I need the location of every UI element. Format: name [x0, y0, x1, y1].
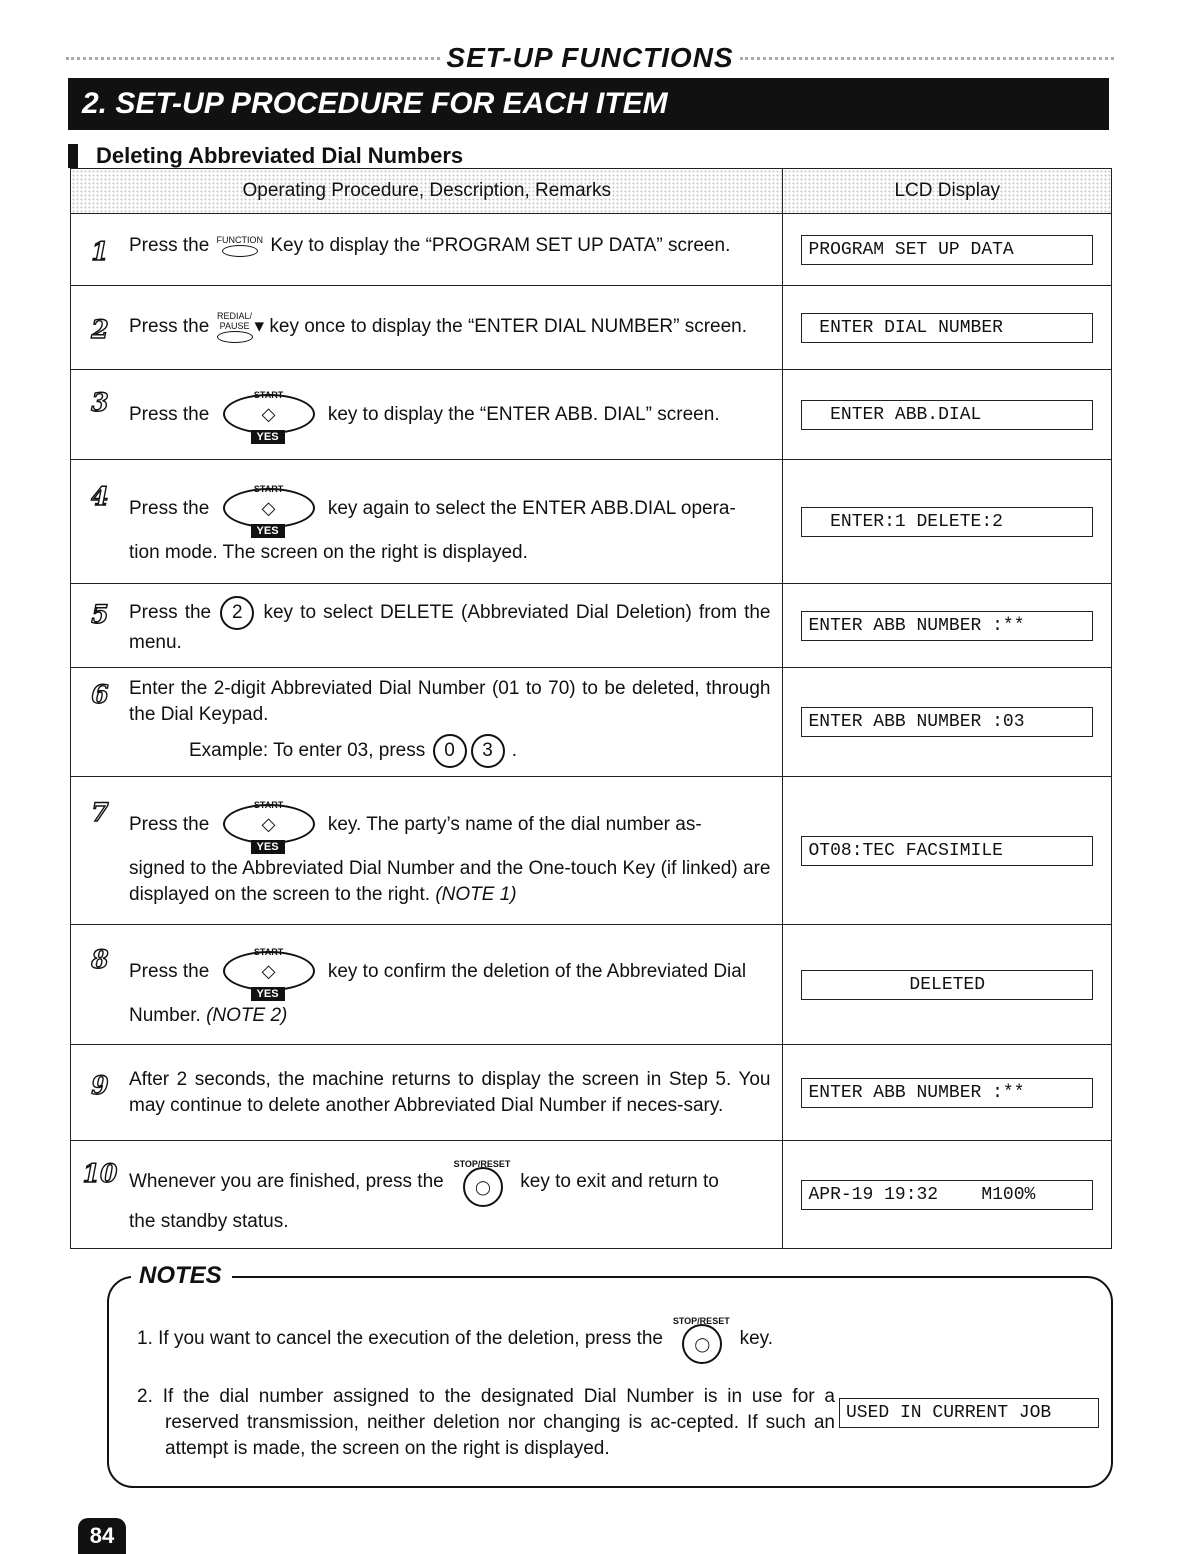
lcd-display: USED IN CURRENT JOB — [839, 1398, 1099, 1428]
step-description — [71, 370, 783, 460]
step-text: Press the — [129, 235, 210, 256]
step-text: Press the — [129, 497, 210, 519]
table-row — [71, 214, 1112, 286]
key-label: FUNCTION — [216, 234, 264, 245]
start-key-icon: START ◇ YES — [221, 384, 317, 446]
step-text: key again to select the ENTER ABB.DIAL opera- — [327, 497, 736, 519]
stop-reset-key-icon: STOP/RESET ◯ — [457, 1155, 507, 1209]
lcd-display: ENTER ABB NUMBER :** — [801, 611, 1093, 641]
table-row — [71, 370, 1112, 460]
step-description: 2 Press the REDIAL/ PAUSE ▾ key once to display the “ENTER DIAL NUMBER” screen. — [71, 286, 783, 370]
step-text: key. The party’s name of the dial number as- — [327, 813, 702, 835]
table-row — [71, 1141, 1112, 1249]
running-header — [60, 38, 1120, 78]
key-label: REDIAL/ — [217, 311, 253, 321]
step-text: the standby status. — [129, 1210, 289, 1232]
step-number: 6 — [91, 680, 109, 709]
step-description: 6 Enter the 2-digit Abbreviated Dial Number (01 to 70) to be deleted, through the Dial Keypad. Example: To enter 03, press 0 3 . — [71, 668, 783, 777]
key-2-icon: 2 — [220, 596, 254, 630]
yes-label: YES — [251, 987, 285, 1001]
step-text: key to display the “ENTER ABB. DIAL” screen. — [327, 403, 720, 425]
step-text: key once to display the “ENTER DIAL NUMBER” screen. — [269, 316, 748, 338]
table-row — [71, 460, 1112, 584]
key-label: STOP/RESET — [453, 1158, 511, 1169]
lcd-display: OT08:TEC FACSIMILE — [801, 836, 1093, 866]
step-text: tion mode. The screen on the right is displayed. — [129, 541, 528, 563]
lcd-display: ENTER ABB.DIAL — [801, 400, 1093, 430]
key-label: START — [253, 389, 284, 400]
table-row — [71, 584, 1112, 668]
step-number: 9 — [91, 1070, 109, 1100]
start-key-icon: START ◇ YES — [221, 794, 317, 856]
lcd-display: ENTER DIAL NUMBER — [801, 313, 1093, 343]
start-key-icon: START ◇ YES — [221, 941, 317, 1003]
step-description — [71, 584, 783, 668]
note-text: key. — [739, 1328, 773, 1350]
lcd-cell — [783, 668, 1112, 777]
redial-pause-key-icon — [217, 311, 253, 343]
lcd-cell — [783, 370, 1112, 460]
note-text: 1. If you want to cancel the execution of the deletion, press the — [137, 1328, 663, 1350]
notes-box — [107, 1262, 1113, 1488]
step-text: Enter the 2-digit Abbreviated Dial Number (01 to 70) to be deleted, through the Dial Keypad. — [129, 678, 771, 725]
lcd-display: DELETED — [801, 970, 1093, 1000]
lcd-display: ENTER:1 DELETE:2 — [801, 507, 1093, 537]
step-description — [71, 1141, 783, 1249]
note-1 — [137, 1312, 937, 1366]
key-0-icon: 0 — [433, 734, 467, 768]
lcd-display: ENTER ABB NUMBER :** — [801, 1078, 1093, 1108]
note-2: 2. If the dial number assigned to the designated Dial Number is in use for a reserved transmission, neither deletion nor changing is ac-cepted. If such an attempt is made, the screen on the right is displayed. — [137, 1386, 835, 1459]
lcd-display: ENTER ABB NUMBER :03 — [801, 707, 1093, 737]
step-number: 1 — [91, 237, 109, 266]
step-description — [71, 777, 783, 925]
column-header-procedure: Operating Procedure, Description, Remarks — [71, 169, 783, 214]
lcd-display: PROGRAM SET UP DATA — [801, 235, 1093, 265]
step-number: 2 — [91, 315, 109, 344]
column-header-lcd: LCD Display — [783, 169, 1112, 214]
note-reference: (NOTE 1) — [435, 883, 517, 905]
bullet-square — [68, 144, 78, 168]
yes-label: YES — [251, 430, 285, 444]
section-title: 2. SET-UP PROCEDURE FOR EACH ITEM — [68, 78, 1109, 130]
step-number: 8 — [91, 944, 109, 974]
step-number: 5 — [91, 599, 109, 629]
step-number: 3 — [91, 387, 109, 417]
function-key-icon — [217, 235, 264, 257]
subsection-title: Deleting Abbreviated Dial Numbers — [96, 143, 464, 168]
table-row — [71, 668, 1112, 777]
step-text: signed to the Abbreviated Dial Number and the One-touch Key (if linked) are displayed on the screen to the right. — [129, 857, 771, 905]
running-header-title: SET-UP FUNCTIONS — [446, 42, 734, 73]
table-header-row — [71, 169, 1112, 214]
step-text: Press the — [129, 403, 210, 425]
note-reference: (NOTE 2) — [206, 1004, 288, 1026]
key-label: PAUSE — [219, 321, 250, 331]
step-text: key to select DELETE (Abbreviated Dial Deletion) from the menu. — [129, 601, 771, 653]
table-row — [71, 1045, 1112, 1141]
lcd-cell — [783, 1045, 1112, 1141]
step-text: Number. — [129, 1004, 201, 1026]
step-text: key to exit and return to — [520, 1170, 719, 1192]
lcd-cell — [783, 584, 1112, 668]
yes-label: YES — [251, 524, 285, 538]
header-rule-right — [740, 57, 1114, 60]
key-label: START — [253, 946, 284, 957]
page-number: 84 — [78, 1518, 126, 1554]
step-description — [71, 460, 783, 584]
header-rule-left — [66, 57, 440, 60]
step-text: Whenever you are finished, press the — [129, 1170, 444, 1192]
lcd-cell — [783, 214, 1112, 286]
step-description — [71, 925, 783, 1045]
lcd-cell — [783, 925, 1112, 1045]
table-row — [71, 286, 1112, 370]
step-text: Press the — [129, 601, 212, 623]
lcd-cell — [783, 1141, 1112, 1249]
step-text: Example: To enter 03, press — [189, 740, 426, 762]
key-label: START — [253, 483, 284, 494]
start-key-icon: START ◇ YES — [221, 478, 317, 540]
notes-rule — [259, 1276, 1085, 1278]
lcd-cell — [783, 777, 1112, 925]
step-number: 7 — [91, 797, 109, 827]
step-description — [71, 214, 783, 286]
key-label: START — [253, 799, 284, 810]
step-text: Press the — [129, 960, 210, 982]
step-text: Press the — [129, 316, 210, 338]
table-row — [71, 925, 1112, 1045]
step-text: key to confirm the deletion of the Abbreviated Dial — [327, 960, 747, 982]
step-text: After 2 seconds, the machine returns to display the screen in Step 5. You may continue to delete another Abbreviated Dial Number if neces-sary. — [129, 1068, 771, 1116]
yes-label: YES — [251, 840, 285, 854]
notes-title: NOTES — [131, 1262, 232, 1290]
step-number: 10 — [82, 1158, 118, 1188]
step-number: 4 — [91, 481, 109, 511]
step-text: Press the — [129, 813, 210, 835]
lcd-cell — [783, 460, 1112, 584]
key-label: STOP/RESET — [672, 1316, 730, 1326]
step-text: Key to display the “PROGRAM SET UP DATA” screen. — [270, 235, 731, 256]
key-3-icon: 3 — [471, 734, 505, 768]
stop-reset-key-icon: STOP/RESET ◯ — [676, 1312, 726, 1366]
step-description — [71, 1045, 783, 1141]
lcd-display: APR-19 19:32 M100% — [801, 1180, 1093, 1210]
table-row — [71, 777, 1112, 925]
procedure-table — [70, 168, 1112, 1249]
lcd-cell — [783, 286, 1112, 370]
